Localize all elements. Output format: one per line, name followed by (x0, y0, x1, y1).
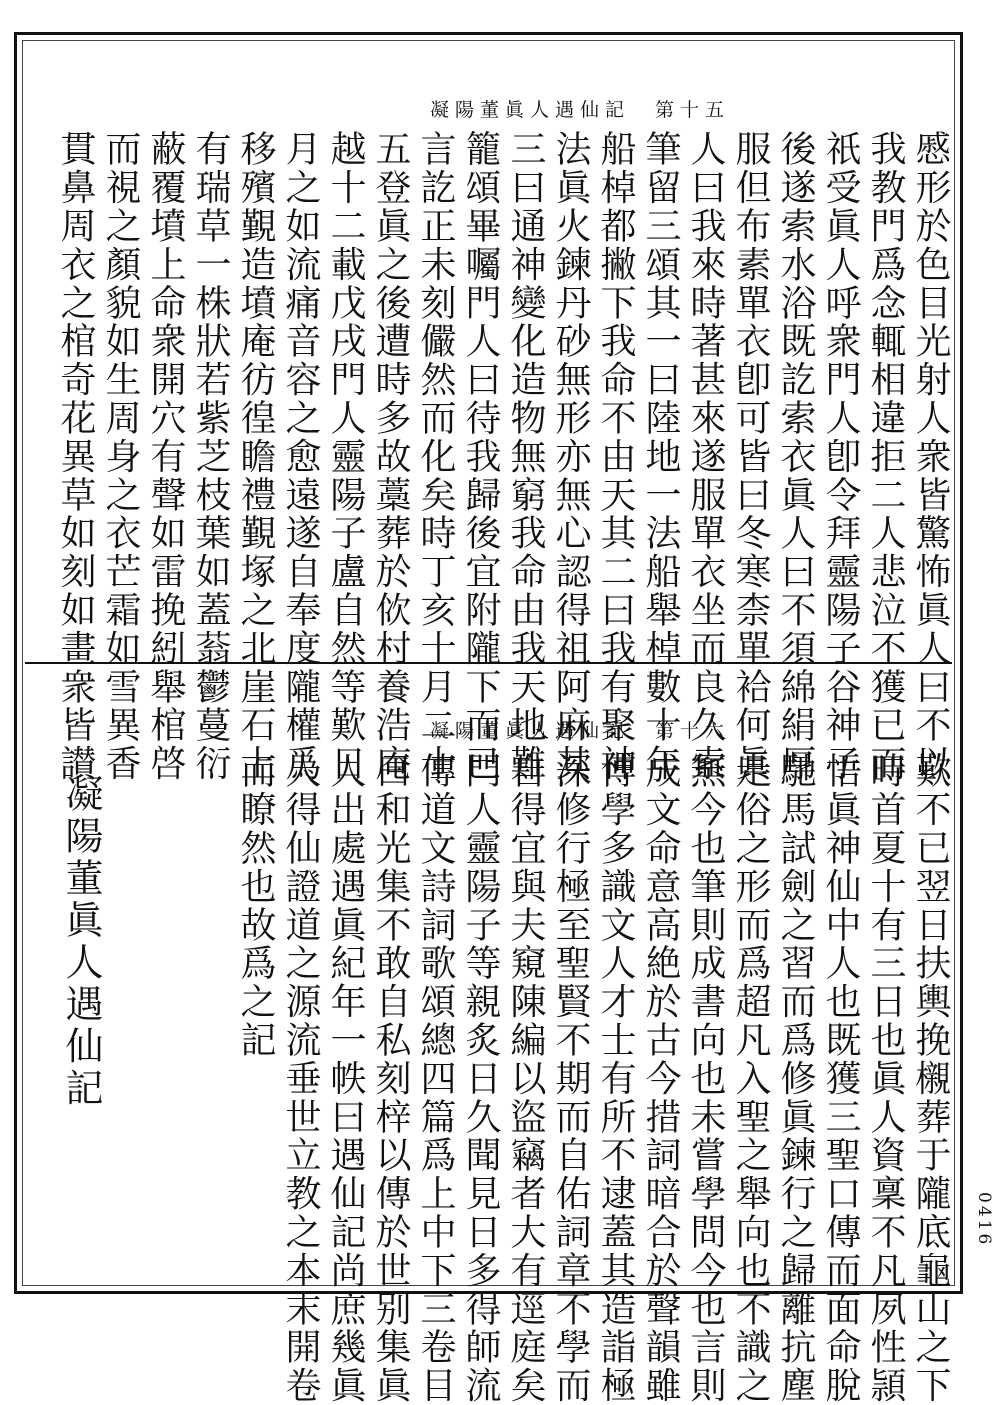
text-column: 籠頌畢囑門人曰待我歸後宜附隴下而已 (460, 130, 501, 783)
text-column: 自得宜與夫窺陳編以盜竊者大有逕庭矣 (505, 752, 546, 1405)
text-column: 我教門爲念輒相違拒二人悲泣不獲已而 (865, 130, 906, 783)
lower-page (17, 664, 960, 1405)
text-column: 人出處遇眞紀年一帙曰遇仙記尚庶幾眞 (325, 752, 366, 1405)
text-column: 筆留三頌其一曰陸地一法船舉棹數十年 (640, 130, 681, 783)
text-column: 貫鼻周衣之棺奇花異草如刻如畫衆皆讃 (55, 130, 96, 783)
text-column: 言訖正未刻儼然而化矣時丁亥十月二十 (415, 130, 456, 783)
text-column: 門人靈陽子等親炙日久聞見日多得師流 (460, 752, 501, 1405)
text-column: 曰和光集不敢自私刻梓以傳於世别集眞 (370, 752, 411, 1405)
text-column: 祇受眞人呼衆門人卽令拜靈陽子谷神子 (820, 130, 861, 783)
text-column: 時首夏十有三日也眞人資稟不凡夙性頴 (865, 752, 906, 1405)
text-column: 慼形於色目光射人衆皆驚怖眞人曰不以 (910, 130, 951, 783)
text-column: 人曰我來時著甚來遂服單衣坐而良久索 (685, 130, 726, 783)
text-column: 無今也筆則成書向也未嘗學問今也言則 (685, 752, 726, 1405)
text-column: 而瞭然也故爲之記 (235, 752, 276, 1060)
closing-title: 凝陽董眞人遇仙記 (59, 774, 103, 1110)
page-frame (14, 32, 963, 1405)
text-column: 走俗之形而爲超凡入聖之舉向也不識之 (730, 752, 771, 1405)
running-title-lower: 凝陽董眞人遇仙記 第十六 (429, 720, 730, 742)
text-column: 歎不已翌日扶輿挽櫬葬于隴底龜山之下 (910, 752, 951, 1405)
text-column: 傳道文詩詞歌頌總四篇爲上中下三卷目 (415, 752, 456, 1405)
text-column: 蔽覆墳上命衆開穴有聲如雷挽紖舉棺啓 (145, 130, 186, 783)
text-column: 博學多識文人才士有所不逮蓋其造詣極 (595, 752, 636, 1405)
text-column: 深修行極至聖賢不期而自佑詞章不學而 (550, 752, 591, 1405)
text-column: 後遂索水浴既訖索衣眞人曰不須綿絹厚 (775, 130, 816, 783)
text-column: 月之如流痛音容之愈遠遂自奉度隴權爲 (280, 130, 321, 783)
text-column: 越十二載戊戌門人靈陽子盧自然等歎日 (325, 130, 366, 783)
text-column: 悟眞神仙中人也既獲三聖口傳而面命脫 (820, 752, 861, 1405)
text-column: 五登眞之後遭時多故藁葬於佽村養浩庵 (370, 130, 411, 783)
text-column: 法眞火鍊丹砂無形亦無心認得祖阿麻其 (550, 130, 591, 783)
text-column: 有瑞草一株狀若紫芝枝葉如蓋蓊鬱蔓衍 (190, 130, 231, 783)
page-number: 0416 (974, 1192, 994, 1248)
text-column: 船棹都撇下我命不由天其二曰我有聚神 (595, 130, 636, 783)
text-column: 人得仙證道之源流垂世立教之本末開卷 (280, 752, 321, 1405)
text-column: 而視之顏貌如生周身之衣芒霜如雪異香 (100, 130, 141, 783)
text-column: 成文命意高絶於古今措詞暗合於聲韻雖 (640, 752, 681, 1405)
text-column: 三曰通神變化造物無窮我命由我天地難 (505, 130, 546, 783)
running-title-upper: 凝陽董眞人遇仙記 第十五 (429, 99, 730, 121)
text-column: 服但布素單衣卽可皆曰冬寒柰單袷何眞 (730, 130, 771, 783)
text-column: 移殯覲造墳庵彷徨瞻禮覲塚之北崖石上 (235, 130, 276, 783)
text-column: 馳馬試劍之習而爲修眞鍊行之歸離抗塵 (775, 752, 816, 1405)
